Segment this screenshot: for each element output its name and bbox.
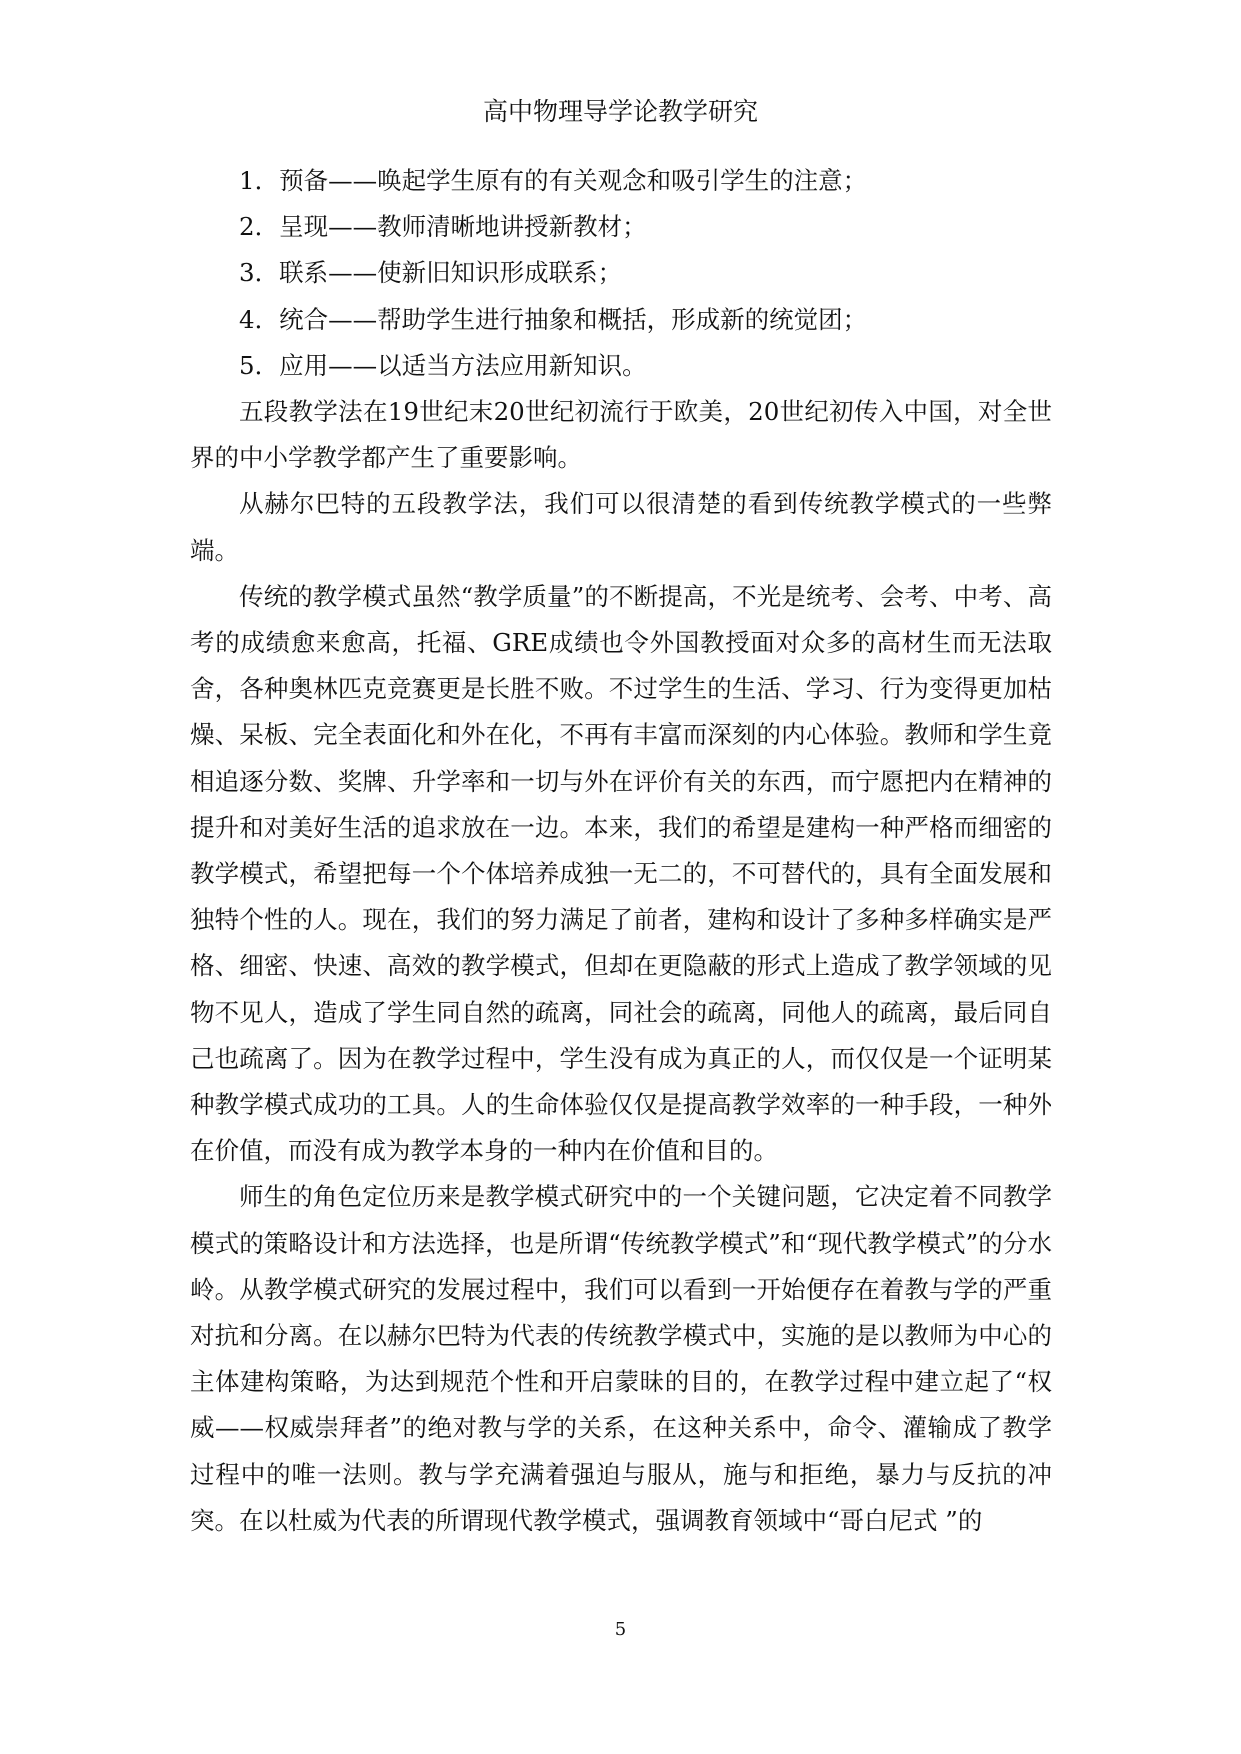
list-item: 2．呈现——教师清晰地讲授新教材；: [239, 212, 647, 242]
body-text: [190, 158, 1052, 1544]
list-item: 4．统合——帮助学生进行抽象和概括，形成新的统觉团；: [239, 304, 868, 334]
page-number: 5: [614, 1619, 627, 1640]
running-header: 高中物理导学论教学研究: [482, 97, 758, 126]
list-item: 1．预备——唤起学生原有的有关观念和吸引学生的注意；: [239, 166, 868, 195]
paragraph: 五段教学法在19世纪末20世纪初流行于欧美，20世纪初传入中国，对全世界的中小学教学都产生了重要影响。: [190, 396, 1052, 473]
paragraph: 从赫尔巴特的五段教学法，我们可以很清楚的看到传统教学模式的一些弊端。: [190, 489, 1052, 565]
list-item: 5．应用——以适当方法应用新知识。: [239, 350, 647, 380]
list-item: 3．联系——使新旧知识形成联系；: [239, 258, 623, 288]
paragraph: 传统的教学模式虽然“教学质量”的不断提高，不光是统考、会考、中考、高考的成绩愈来愈高，托福、GRE成绩也令外国教授面对众多的高材生而无法取舍，各种奥林匹克竞赛更是长胜不败。不过学生的生活、学习、行为变得更加枯燥、呆板、完全表面化和外在化，不再有丰富而深刻的内心体验。教师和学生竟相追逐分数、奖牌、升学率和一切与外在评价有关的东西，而宁愿把内在精神的提升和对美好生活的追求放在一边。本来，我们的希望是建构一种严格而细密的教学模式，希望把每一个个体培养成独一无二的，不可替代的，具有全面发展和独特个性的人。现在，我们的努力满足了前者，建构和设计了多种多样确实是严格、细密、快速、高效的教学模式，但却在更隐蔽的形式上造成了教学领域的见物不见人，造成了学生同自然的疏离，同社会的疏离，同他人的疏离，最后同自己也疏离了。因为在教学过程中，学生没有成为真正的人，而仅仅是一个证明某种教学模式成功的工具。人的生命体验仅仅是提高教学效率的一种手段，一种外在价值，而没有成为教学本身的一种内在价值和目的。: [190, 581, 1052, 1166]
paragraph: 师生的角色定位历来是教学模式研究中的一个关键问题，它决定着不同教学模式的策略设计和方法选择，也是所谓“传统教学模式”和“现代教学模式”的分水岭。从教学模式研究的发展过程中，我们可以看到一开始便存在着教与学的严重对抗和分离。在以赫尔巴特为代表的传统教学模式中，实施的是以教师为中心的主体建构策略，为达到规范个性和开启蒙昧的目的，在教学过程中建立起了“权威——权威崇拜者”的绝对教与学的关系，在这种关系中，命令、灌输成了教学过程中的唯一法则。教与学充满着强迫与服从，施与和拒绝，暴力与反抗的冲突。在以杜威为代表的所谓现代教学模式，强调教育领域中“哥白尼式 ”的: [190, 1182, 1052, 1535]
